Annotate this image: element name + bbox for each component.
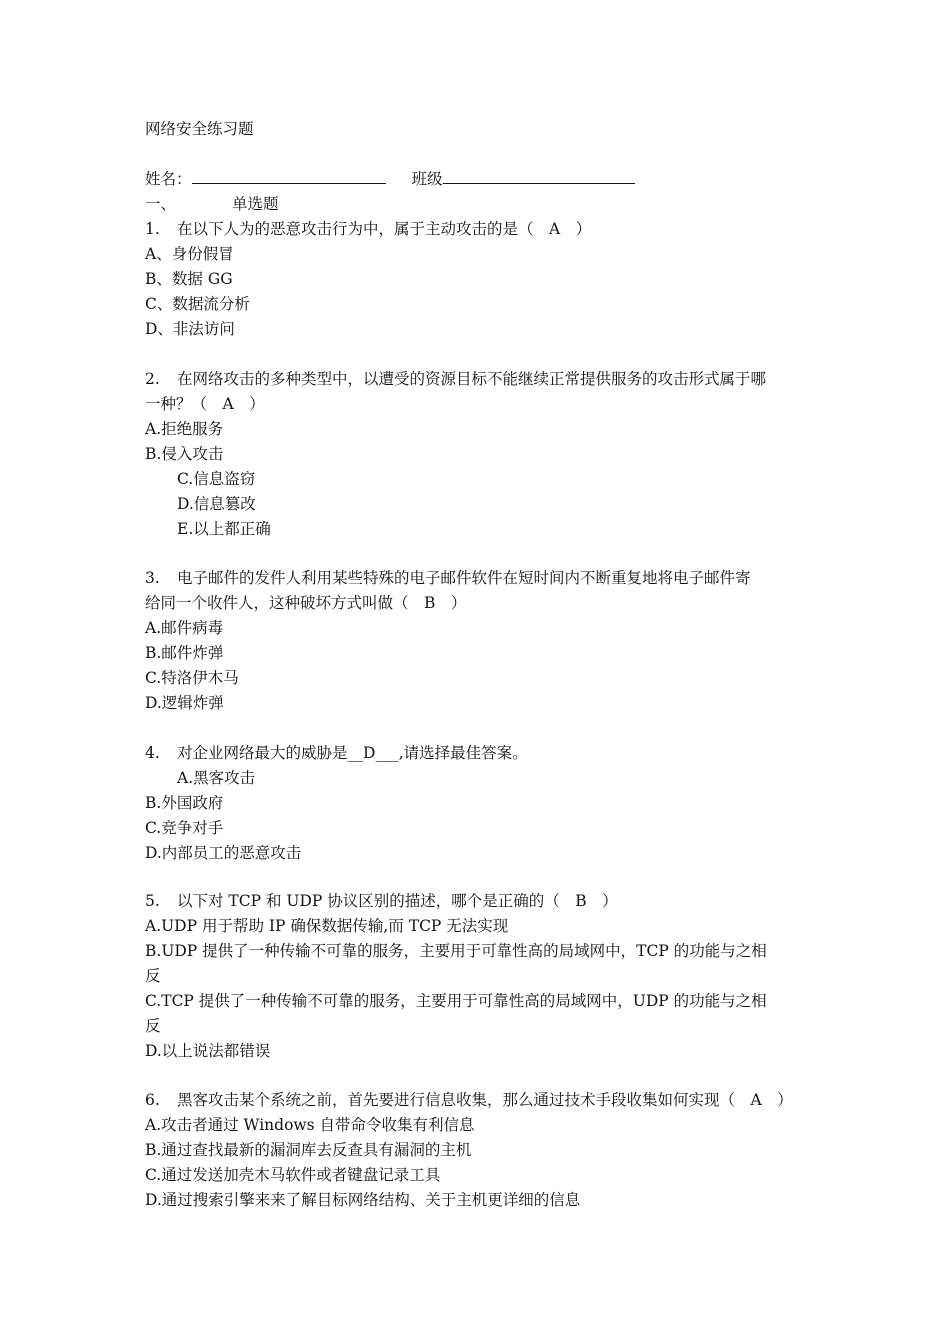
question-number: 4. [145, 744, 160, 762]
question-number: 3. [145, 569, 160, 587]
question-2-option-b: B.侵入攻击 [145, 445, 224, 463]
question-text: 黑客攻击某个系统之前，首先要进行信息收集，那么通过技术手段收集如何实现（ A ） [177, 1091, 793, 1109]
student-info-line [145, 169, 635, 189]
question-4-option-c: C.竞争对手 [145, 819, 224, 837]
class-blank[interactable] [443, 169, 635, 184]
question-1-option-b: B、数据 GG [145, 270, 233, 288]
question-2-stem-cont: 一种？（ A ） [145, 395, 265, 413]
question-4-stem [145, 743, 528, 763]
question-text: 在以下人为的恶意攻击行为中，属于主动攻击的是（ A ） [177, 220, 592, 238]
question-2-option-d: D.信息篡改 [177, 495, 256, 513]
question-text: 以下对 TCP 和 UDP 协议区别的描述，哪个是正确的（ B ） [177, 892, 618, 910]
question-5-option-b: B.UDP 提供了一种传输不可靠的服务，主要用于可靠性高的局域网中，TCP 的功能与之相 [145, 942, 767, 960]
question-3-option-a: A.邮件病毒 [145, 619, 224, 637]
question-1-option-d: D、非法访问 [145, 320, 235, 338]
question-6-option-c: C.通过发送加壳木马软件或者键盘记录工具 [145, 1166, 441, 1184]
question-5-option-d: D.以上说法都错误 [145, 1042, 271, 1060]
question-3-stem [145, 568, 751, 588]
question-1-stem [145, 219, 591, 239]
question-6-stem [145, 1090, 793, 1110]
question-3-option-b: B.邮件炸弹 [145, 644, 224, 662]
question-text: 在网络攻击的多种类型中，以遭受的资源目标不能继续正常提供服务的攻击形式属于哪 [177, 370, 767, 388]
question-2-option-a: A.拒绝服务 [145, 420, 224, 438]
question-number: 5. [145, 892, 160, 910]
question-2-stem [145, 369, 766, 389]
question-5-option-c-cont: 反 [145, 1017, 161, 1035]
question-6-option-d: D.通过搜索引擎来来了解目标网络结构、关于主机更详细的信息 [145, 1191, 581, 1209]
class-label: 班级 [411, 170, 443, 188]
question-6-option-a: A.攻击者通过 Windows 自带命令收集有利信息 [145, 1116, 475, 1134]
section-heading [145, 194, 279, 214]
question-6-option-b: B.通过查找最新的漏洞库去反查具有漏洞的主机 [145, 1141, 472, 1159]
question-3-option-c: C.特洛伊木马 [145, 669, 239, 687]
question-1-option-a: A、身份假冒 [145, 245, 234, 263]
question-3-stem-cont: 给同一个收件人，这种破坏方式叫做（ B ） [145, 594, 467, 612]
name-blank[interactable] [192, 169, 386, 184]
question-2-option-c: C.信息盗窃 [177, 470, 256, 488]
question-4-option-b: B.外国政府 [145, 794, 224, 812]
question-3-option-d: D.逻辑炸弹 [145, 694, 224, 712]
question-text-end: ,请选择最佳答案。 [398, 744, 528, 762]
question-2-option-e: E.以上都正确 [177, 520, 271, 538]
question-number: 1. [145, 220, 160, 238]
question-5-stem [145, 891, 618, 911]
question-5-option-b-cont: 反 [145, 967, 161, 985]
question-4-option-d: D.内部员工的恶意攻击 [145, 844, 302, 862]
question-text: 对企业网络最大的威胁是 [177, 744, 348, 762]
question-4-option-a: A.黑客攻击 [177, 769, 256, 787]
question-text: 电子邮件的发件人利用某些特殊的电子邮件软件在短时间内不断重复地将电子邮件寄 [177, 569, 751, 587]
question-answer: __D___ [347, 744, 399, 762]
section-title: 单选题 [232, 195, 279, 213]
name-label: 姓名： [145, 170, 192, 188]
question-5-option-a: A.UDP 用于帮助 IP 确保数据传输,而 TCP 无法实现 [145, 917, 509, 935]
question-1-option-c: C、数据流分析 [145, 295, 250, 313]
question-5-option-c: C.TCP 提供了一种传输不可靠的服务，主要用于可靠性高的局域网中，UDP 的功能与之相 [145, 992, 767, 1010]
question-number: 6. [145, 1091, 160, 1109]
document-title: 网络安全练习题 [145, 120, 254, 138]
question-number: 2. [145, 370, 160, 388]
section-number: 一、 [145, 195, 177, 213]
